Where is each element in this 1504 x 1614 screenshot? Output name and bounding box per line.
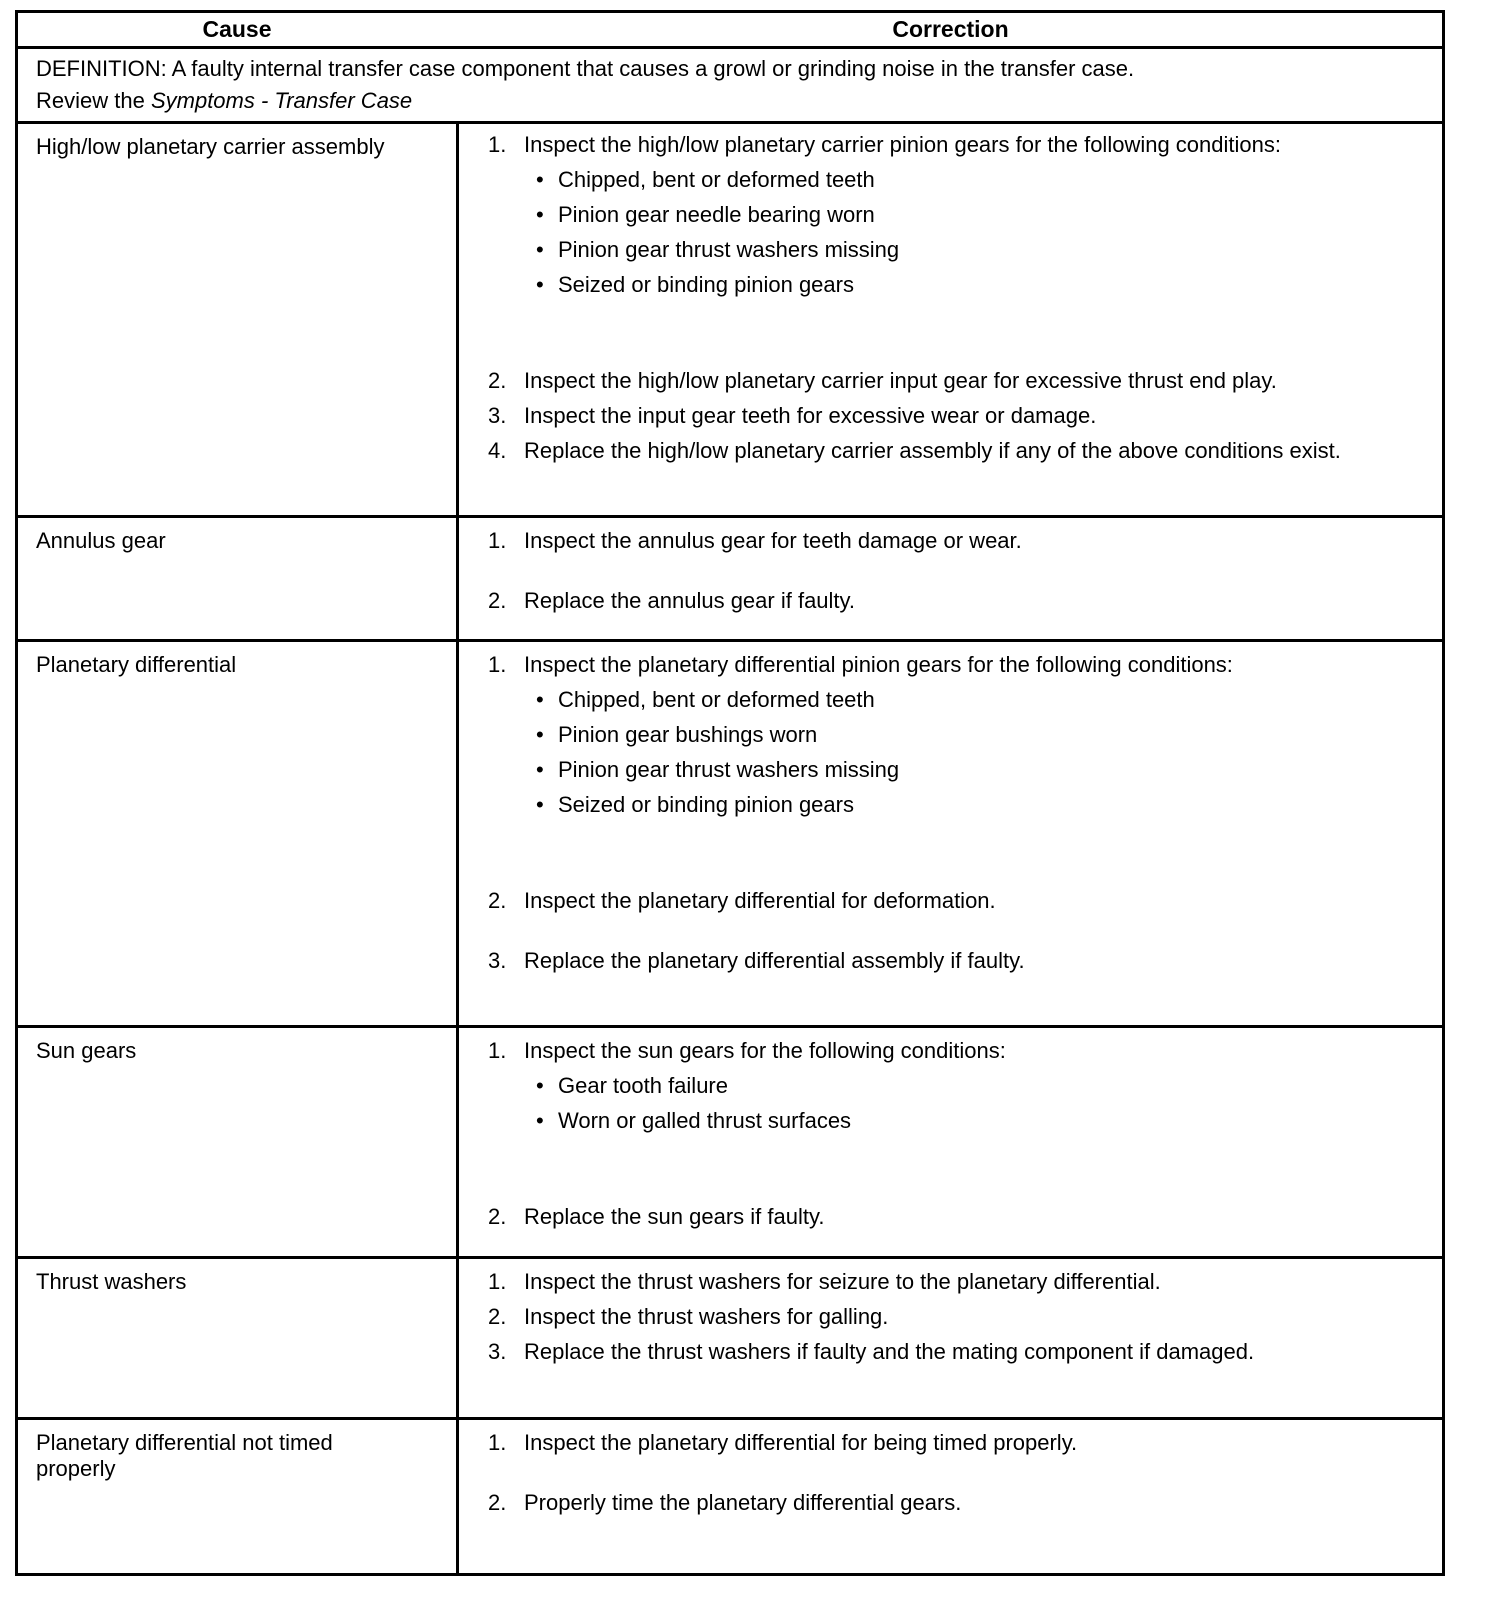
bullet-icon: • xyxy=(536,272,544,297)
definition-text: DEFINITION: A faulty internal transfer case component that causes a growl or grinding noise in the transfer case. xyxy=(36,56,1135,81)
step-number: 4. xyxy=(488,438,507,463)
step-number: 1. xyxy=(488,652,507,677)
step-number: 2. xyxy=(488,588,507,613)
cause-cell: Planetary differential xyxy=(36,652,237,677)
step-text: Inspect the annulus gear for teeth damage or wear. xyxy=(524,528,1022,553)
table-row xyxy=(18,121,1442,515)
definition-row xyxy=(18,46,1442,121)
correction-column-header: Correction xyxy=(892,16,1009,42)
bullet-icon: • xyxy=(536,1108,544,1133)
cause-cell: Planetary differential not timed properly xyxy=(36,1430,333,1481)
step-number: 3. xyxy=(488,403,507,428)
step-number: 2. xyxy=(488,1490,507,1515)
cause-cell: Thrust washers xyxy=(36,1269,187,1294)
bullet-text: Pinion gear thrust washers missing xyxy=(558,237,900,262)
step-text: Inspect the thrust washers for galling. xyxy=(524,1304,889,1329)
bullet-icon: • xyxy=(536,757,544,782)
step-text: Replace the sun gears if faulty. xyxy=(524,1204,825,1229)
cause-cell: Sun gears xyxy=(36,1038,137,1063)
step-text: Replace the high/low planetary carrier assembly if any of the above conditions exist. xyxy=(524,438,1341,463)
bullet-text: Chipped, bent or deformed teeth xyxy=(558,687,875,712)
bullet-icon: • xyxy=(536,167,544,192)
step-text: Inspect the planetary differential pinion gears for the following conditions: xyxy=(524,652,1233,677)
step-text: Inspect the high/low planetary carrier input gear for excessive thrust end play. xyxy=(524,368,1277,393)
step-text: Inspect the input gear teeth for excessive wear or damage. xyxy=(524,403,1097,428)
table-row xyxy=(18,1025,1442,1256)
step-number: 3. xyxy=(488,948,507,973)
table-row xyxy=(18,1256,1442,1417)
step-number: 2. xyxy=(488,1204,507,1229)
bullet-icon: • xyxy=(536,687,544,712)
column-divider xyxy=(456,124,459,515)
step-number: 2. xyxy=(488,888,507,913)
step-text: Inspect the sun gears for the following conditions: xyxy=(524,1038,1006,1063)
column-divider xyxy=(456,518,459,639)
step-number: 1. xyxy=(488,132,507,157)
column-divider xyxy=(456,1259,459,1417)
step-text: Replace the annulus gear if faulty. xyxy=(524,588,856,613)
review-prefix: Review the xyxy=(36,88,151,113)
step-text: Inspect the thrust washers for seizure to the planetary differential. xyxy=(524,1269,1161,1294)
column-divider xyxy=(456,642,459,1025)
table-row xyxy=(18,515,1442,639)
bullet-text: Seized or binding pinion gears xyxy=(558,272,854,297)
cause-cell: High/low planetary carrier assembly xyxy=(36,134,385,159)
step-text: Replace the planetary differential assembly if faulty. xyxy=(524,948,1025,973)
step-text: Inspect the high/low planetary carrier pinion gears for the following conditions: xyxy=(524,132,1281,157)
bullet-text: Pinion gear bushings worn xyxy=(558,722,818,747)
step-number: 2. xyxy=(488,1304,507,1329)
table-header xyxy=(18,13,1442,46)
bullet-text: Seized or binding pinion gears xyxy=(558,792,854,817)
cause-cell: Annulus gear xyxy=(36,528,166,553)
bullet-icon: • xyxy=(536,722,544,747)
cause-column-header: Cause xyxy=(202,16,272,42)
step-number: 1. xyxy=(488,1430,507,1455)
table-row xyxy=(18,1417,1442,1573)
step-number: 1. xyxy=(488,1269,507,1294)
table-row xyxy=(18,639,1442,1025)
bullet-icon: • xyxy=(536,237,544,262)
step-text: Properly time the planetary differential gears. xyxy=(524,1490,962,1515)
bullet-icon: • xyxy=(536,1073,544,1098)
column-divider xyxy=(456,1028,459,1256)
column-divider xyxy=(456,1420,459,1573)
bullet-text: Pinion gear thrust washers missing xyxy=(558,757,900,782)
step-number: 1. xyxy=(488,1038,507,1063)
bullet-icon: • xyxy=(536,202,544,227)
step-number: 1. xyxy=(488,528,507,553)
step-number: 3. xyxy=(488,1339,507,1364)
bullet-icon: • xyxy=(536,792,544,817)
step-text: Inspect the planetary differential for being timed properly. xyxy=(524,1430,1078,1455)
bullet-text: Gear tooth failure xyxy=(558,1073,728,1098)
diagnostic-table xyxy=(15,10,1445,1576)
bullet-text: Worn or galled thrust surfaces xyxy=(558,1108,852,1133)
step-number: 2. xyxy=(488,368,507,393)
bullet-text: Chipped, bent or deformed teeth xyxy=(558,167,875,192)
review-line xyxy=(36,85,412,117)
symptoms-link[interactable]: Symptoms - Transfer Case xyxy=(150,88,413,113)
bullet-text: Pinion gear needle bearing worn xyxy=(558,202,875,227)
step-text: Replace the thrust washers if faulty and the mating component if damaged. xyxy=(524,1339,1255,1364)
step-text: Inspect the planetary differential for deformation. xyxy=(524,888,996,913)
